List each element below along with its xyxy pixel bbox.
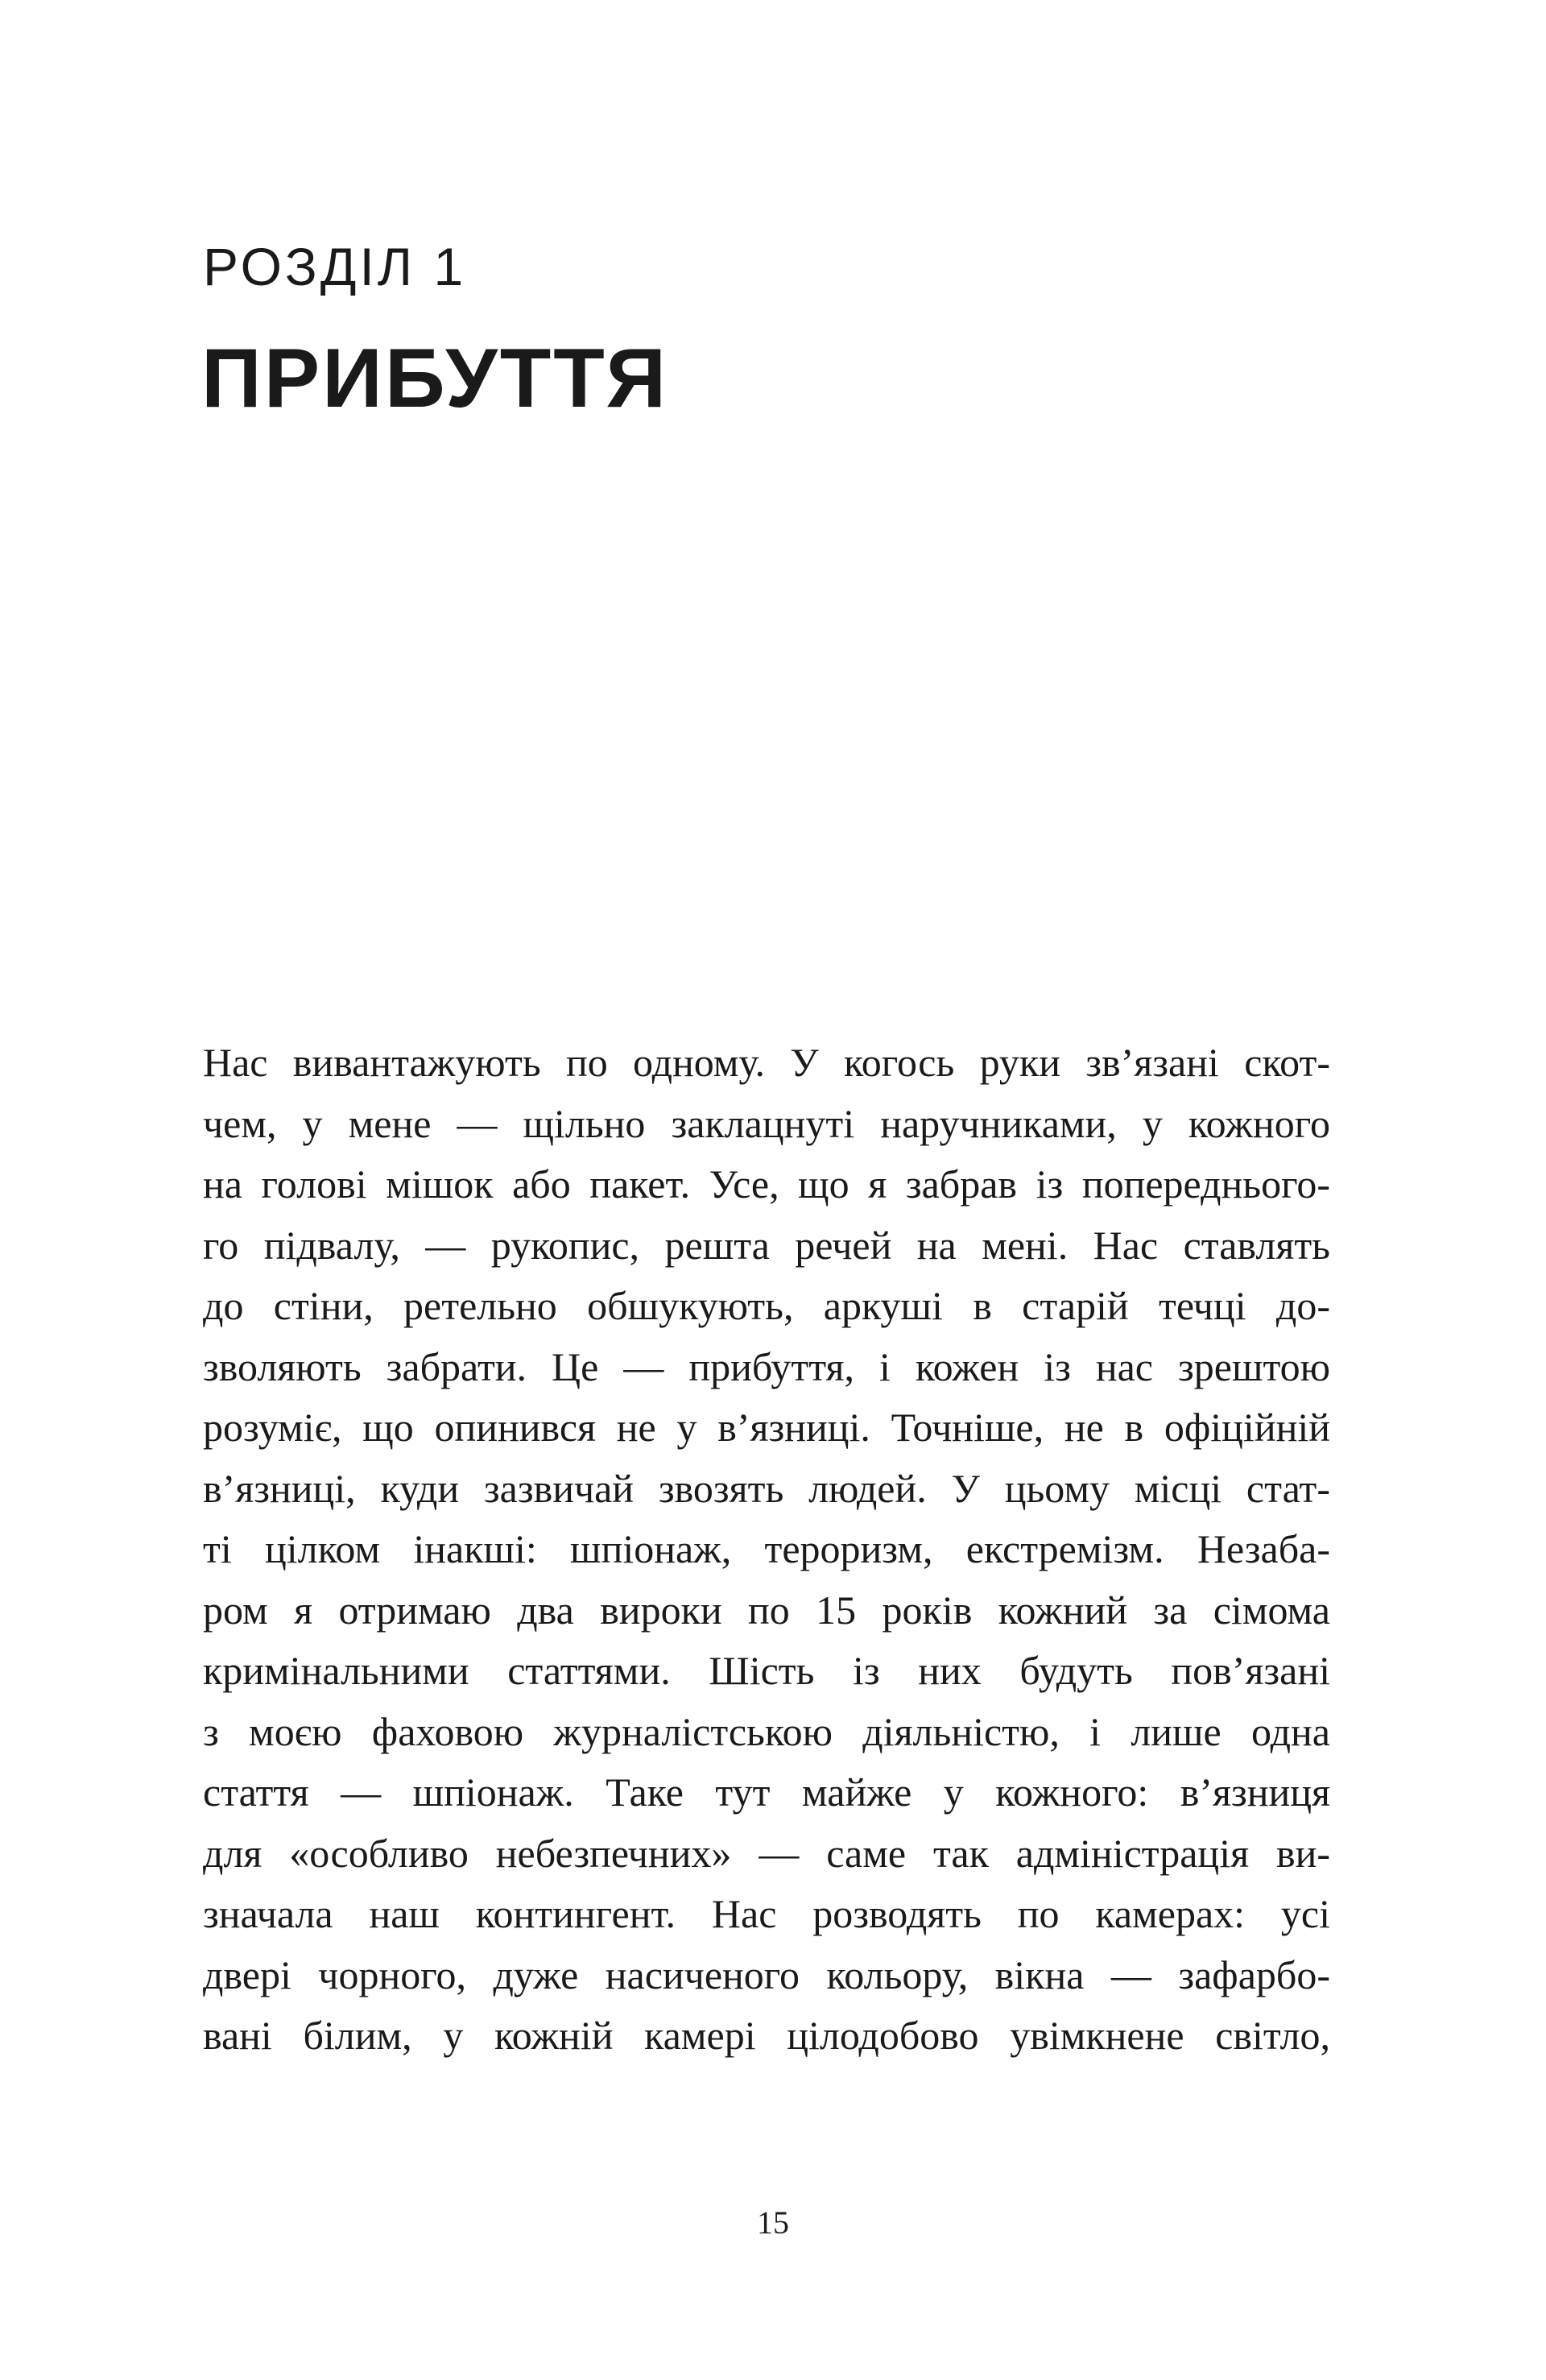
text-line: го підвалу, — рукопис, решта речей на мені. Нас ставлять <box>203 1222 1330 1268</box>
body-text <box>203 1033 1330 2067</box>
text-line: Нас вивантажують по одному. У когось руки зв’язані скот- <box>203 1040 1330 1085</box>
text-line: з моєю фаховою журналістською діяльністю, і лише одна <box>203 1708 1330 1754</box>
text-line: ром я отримаю два вироки по 15 років кожний за сімома <box>203 1587 1330 1633</box>
text-line: чем, у мене — щільно заклацнуті наручниками, у кожного <box>203 1100 1330 1146</box>
text-line: двері чорного, дуже насиченого кольору, вікна — зафарбо- <box>203 1952 1330 1997</box>
text-line: кримінальними статтями. Шість із них будуть пов’язані <box>203 1648 1330 1693</box>
text-line: до стіни, ретельно обшукують, аркуші в старій течці до- <box>203 1283 1330 1328</box>
page-number: 15 <box>757 2204 789 2241</box>
text-line: зволяють забрати. Це — прибуття, і кожен із нас зрештою <box>203 1343 1330 1389</box>
chapter-title: ПРИБУТТЯ <box>201 332 669 425</box>
text-line: на голові мішок або пакет. Усе, що я забрав із попереднього- <box>203 1161 1330 1207</box>
text-line: розуміє, що опинився не у в’язниці. Точніше, не в офіційній <box>203 1405 1330 1450</box>
text-line: в’язниці, куди зазвичай звозять людей. У цьому місці стат- <box>203 1465 1330 1511</box>
chapter-label: РОЗДІЛ 1 <box>203 237 467 296</box>
text-line: вані білим, у кожній камері цілодобово увімкнене світло, <box>203 2013 1330 2058</box>
text-line: для «особливо небезпечних» — саме так адміністрація ви- <box>203 1830 1330 1876</box>
text-line: стаття — шпіонаж. Таке тут майже у кожного: в’язниця <box>203 1769 1330 1815</box>
text-line: значала наш контингент. Нас розводять по камерах: усі <box>203 1891 1330 1936</box>
text-line: ті цілком інакші: шпіонаж, тероризм, екстремізм. Незаба- <box>203 1526 1330 1571</box>
